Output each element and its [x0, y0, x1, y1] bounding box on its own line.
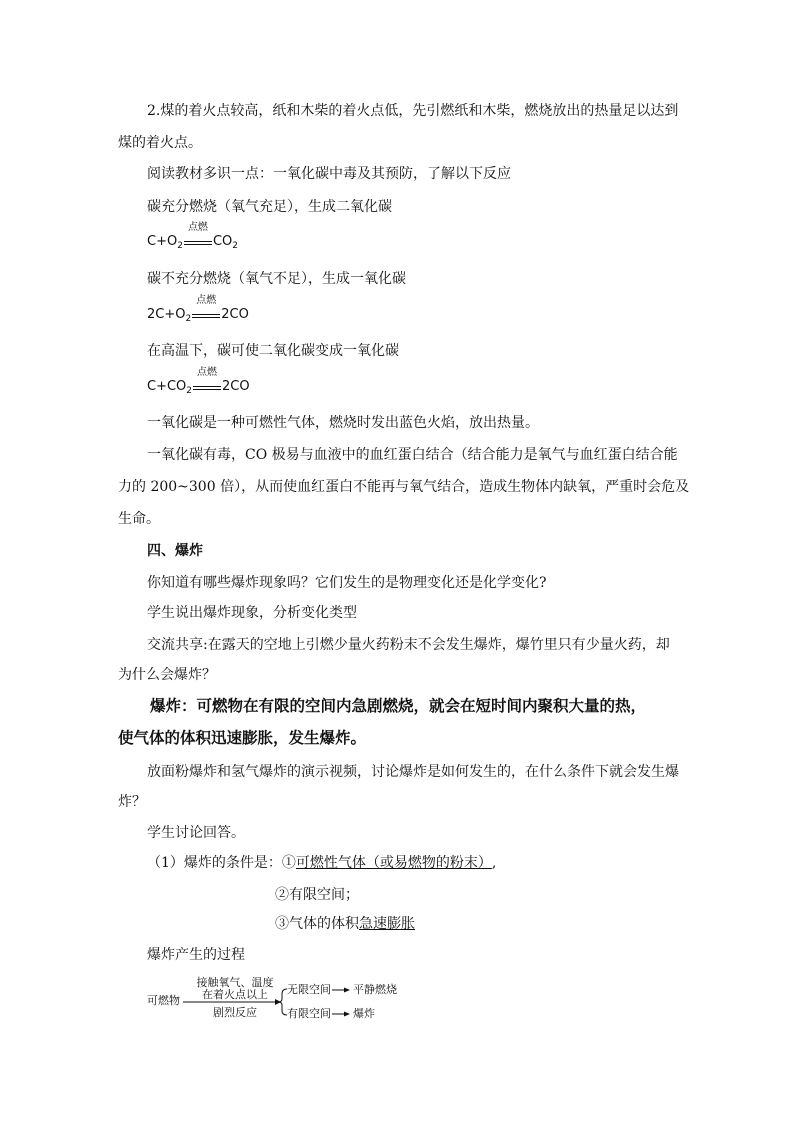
diagram-above-1: 接触氧气、温度 — [196, 976, 274, 989]
diagram-start: 可燃物 — [147, 994, 180, 1007]
paragraph-line: 炸？ — [118, 794, 146, 810]
explosion-process-diagram — [147, 975, 447, 1025]
process-title: 爆炸产生的过程 — [147, 947, 245, 963]
condition-line-1: （1）爆炸的条件是：①可燃性气体（或易燃物的粉末）, — [147, 855, 497, 871]
branch-2-condition: 有限空间 — [287, 1007, 331, 1020]
paragraph-line: 在高温下，碳可使二氧化碳变成一氧化碳 — [147, 343, 399, 359]
definition-line: 爆炸：可燃物在有限的空间内急剧燃烧，就会在短时间内聚积大量的热， — [150, 696, 647, 715]
chemical-equation-1: $C+O_2$ 点燃 $CO_2$ — [147, 222, 238, 251]
paragraph-line: 放面粉爆炸和氢气爆炸的演示视频，讨论爆炸是如何发生的，在什么条件下就会发生爆 — [147, 764, 679, 780]
diagram-above-2: 在着火点以上 — [202, 988, 268, 1001]
condition-3-underlined: 急速膨胀 — [359, 916, 415, 932]
paragraph-line: 碳充分燃烧（氧气充足），生成二氧化碳 — [147, 199, 392, 215]
section-heading: 四、爆炸 — [147, 543, 203, 559]
condition-label: （1）爆炸的条件是： — [147, 855, 282, 871]
paragraph-line: 学生讨论回答。 — [147, 825, 245, 841]
condition-line-3: ③气体的体积急速膨胀 — [275, 916, 415, 932]
paragraph-line: 你知道有哪些爆炸现象吗？它们发生的是物理变化还是化学变化? — [147, 575, 547, 591]
diagram-below: 剧烈反应 — [213, 1006, 257, 1019]
paragraph-line: 一氧化碳有毒，CO 极易与血液中的血红蛋白结合（结合能力是氧气与血红蛋白结合能 — [147, 447, 678, 463]
chemical-equation-2: $2C+O_2$ 点燃 2CO — [147, 295, 249, 324]
paragraph-line: 学生说出爆炸现象，分析变化类型 — [147, 605, 357, 621]
condition-1: 可燃性气体（或易燃物的粉末） — [295, 855, 492, 871]
condition-2: ②有限空间； — [275, 887, 359, 903]
paragraph-line: 煤的着火点。 — [118, 135, 202, 151]
paragraph-line: 生命。 — [118, 511, 160, 527]
branch-1-result: 平静燃烧 — [353, 983, 397, 996]
definition-line: 使气体的体积迅速膨胀，发生爆炸。 — [118, 728, 367, 747]
branch-2-result: 爆炸 — [353, 1007, 375, 1020]
paragraph-line: 一氧化碳是一种可燃性气体，燃烧时发出蓝色火焰，放出热量。 — [147, 415, 539, 431]
paragraph-line: 为什么会爆炸？ — [118, 667, 216, 683]
paragraph-line: 力的 200~300 倍），从而使血红蛋白不能再与氧气结合，造成生物体内缺氧，严重时会危及 — [118, 479, 690, 495]
paragraph-line: 交流共享:在露天的空地上引燃少量火药粉末不会发生爆炸，爆竹里只有少量火药，却 — [147, 637, 670, 653]
chemical-equation-3: $C+CO_2$ 点燃 2CO — [147, 367, 250, 396]
branch-1-condition: 无限空间 — [287, 983, 331, 996]
paragraph-line: 碳不充分燃烧（氧气不足），生成一氧化碳 — [147, 271, 406, 287]
paragraph-line: 2.煤的着火点较高，纸和木柴的着火点低，先引燃纸和木柴，燃烧放出的热量足以达到 — [147, 103, 679, 119]
paragraph-line: 阅读教材多识一点：一氧化碳中毒及其预防，了解以下反应 — [147, 166, 511, 182]
condition-marker: ① — [281, 855, 296, 871]
